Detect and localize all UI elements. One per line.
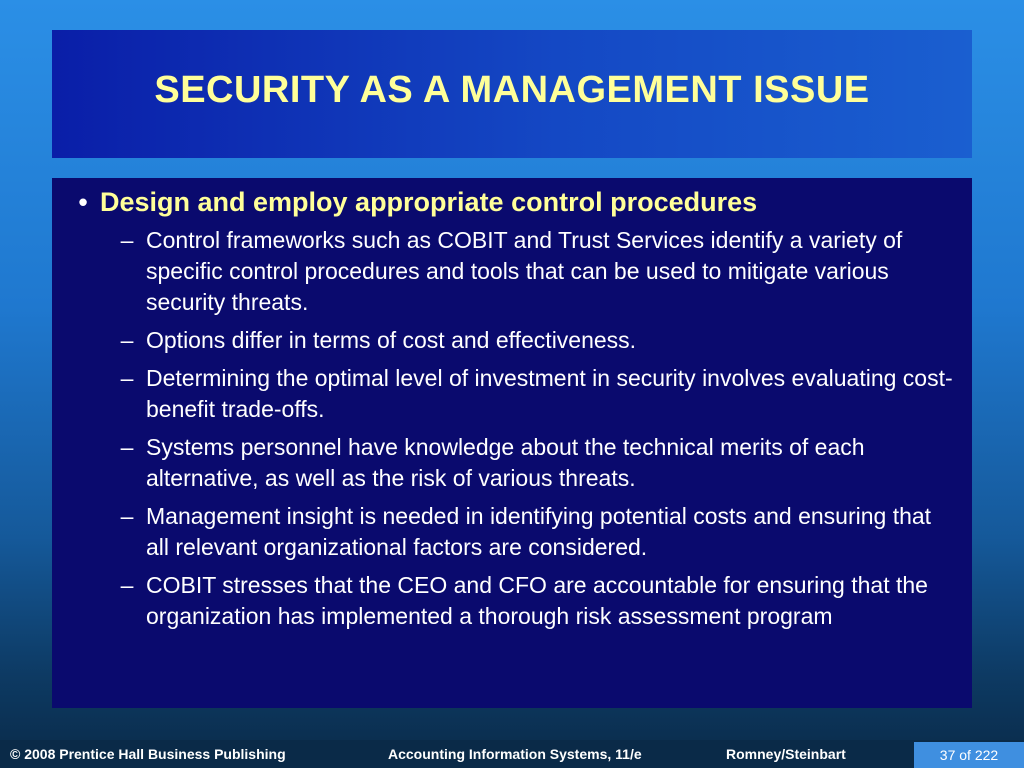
sub-bullet-text: Options differ in terms of cost and effectiveness. bbox=[146, 327, 637, 353]
content-box bbox=[52, 178, 972, 708]
footer-authors: Romney/Steinbart bbox=[726, 746, 846, 762]
dash-marker: – bbox=[120, 365, 134, 391]
sub-bullet bbox=[108, 325, 958, 356]
slide-title: SECURITY AS A MANAGEMENT ISSUE bbox=[154, 68, 870, 111]
sub-bullet bbox=[108, 570, 958, 632]
page-indicator: 37 of 222 bbox=[914, 742, 1024, 768]
sub-bullet-list bbox=[66, 225, 958, 632]
sub-bullet bbox=[108, 501, 958, 563]
sub-bullet bbox=[108, 363, 958, 425]
dash-marker: – bbox=[120, 572, 134, 598]
footer-book-title: Accounting Information Systems, 11/e bbox=[388, 746, 642, 762]
sub-bullet-text: Systems personnel have knowledge about the technical merits of each alternative, as well as the risk of various threats. bbox=[146, 434, 865, 491]
footer-bar bbox=[0, 740, 1024, 768]
main-bullet bbox=[66, 186, 958, 219]
title-box bbox=[52, 30, 972, 158]
footer-copyright: © 2008 Prentice Hall Business Publishing bbox=[10, 746, 286, 762]
sub-bullet-text: COBIT stresses that the CEO and CFO are accountable for ensuring that the organization has implemented a thorough risk assessment program bbox=[146, 572, 928, 629]
sub-bullet-text: Management insight is needed in identifying potential costs and ensuring that all relevant organizational factors are considered. bbox=[146, 503, 932, 560]
dash-marker: – bbox=[120, 434, 134, 460]
sub-bullet bbox=[108, 225, 958, 318]
sub-bullet-text: Control frameworks such as COBIT and Trust Services identify a variety of specific control procedures and tools that can be used to mitigate various security threats. bbox=[146, 227, 903, 315]
dash-marker: – bbox=[120, 227, 134, 253]
sub-bullet bbox=[108, 432, 958, 494]
bullet-marker: • bbox=[78, 187, 88, 217]
dash-marker: – bbox=[120, 503, 134, 529]
main-bullet-text: Design and employ appropriate control procedures bbox=[100, 187, 758, 217]
sub-bullet-text: Determining the optimal level of investment in security involves evaluating cost-benefit trade-offs. bbox=[146, 365, 953, 422]
dash-marker: – bbox=[120, 327, 134, 353]
